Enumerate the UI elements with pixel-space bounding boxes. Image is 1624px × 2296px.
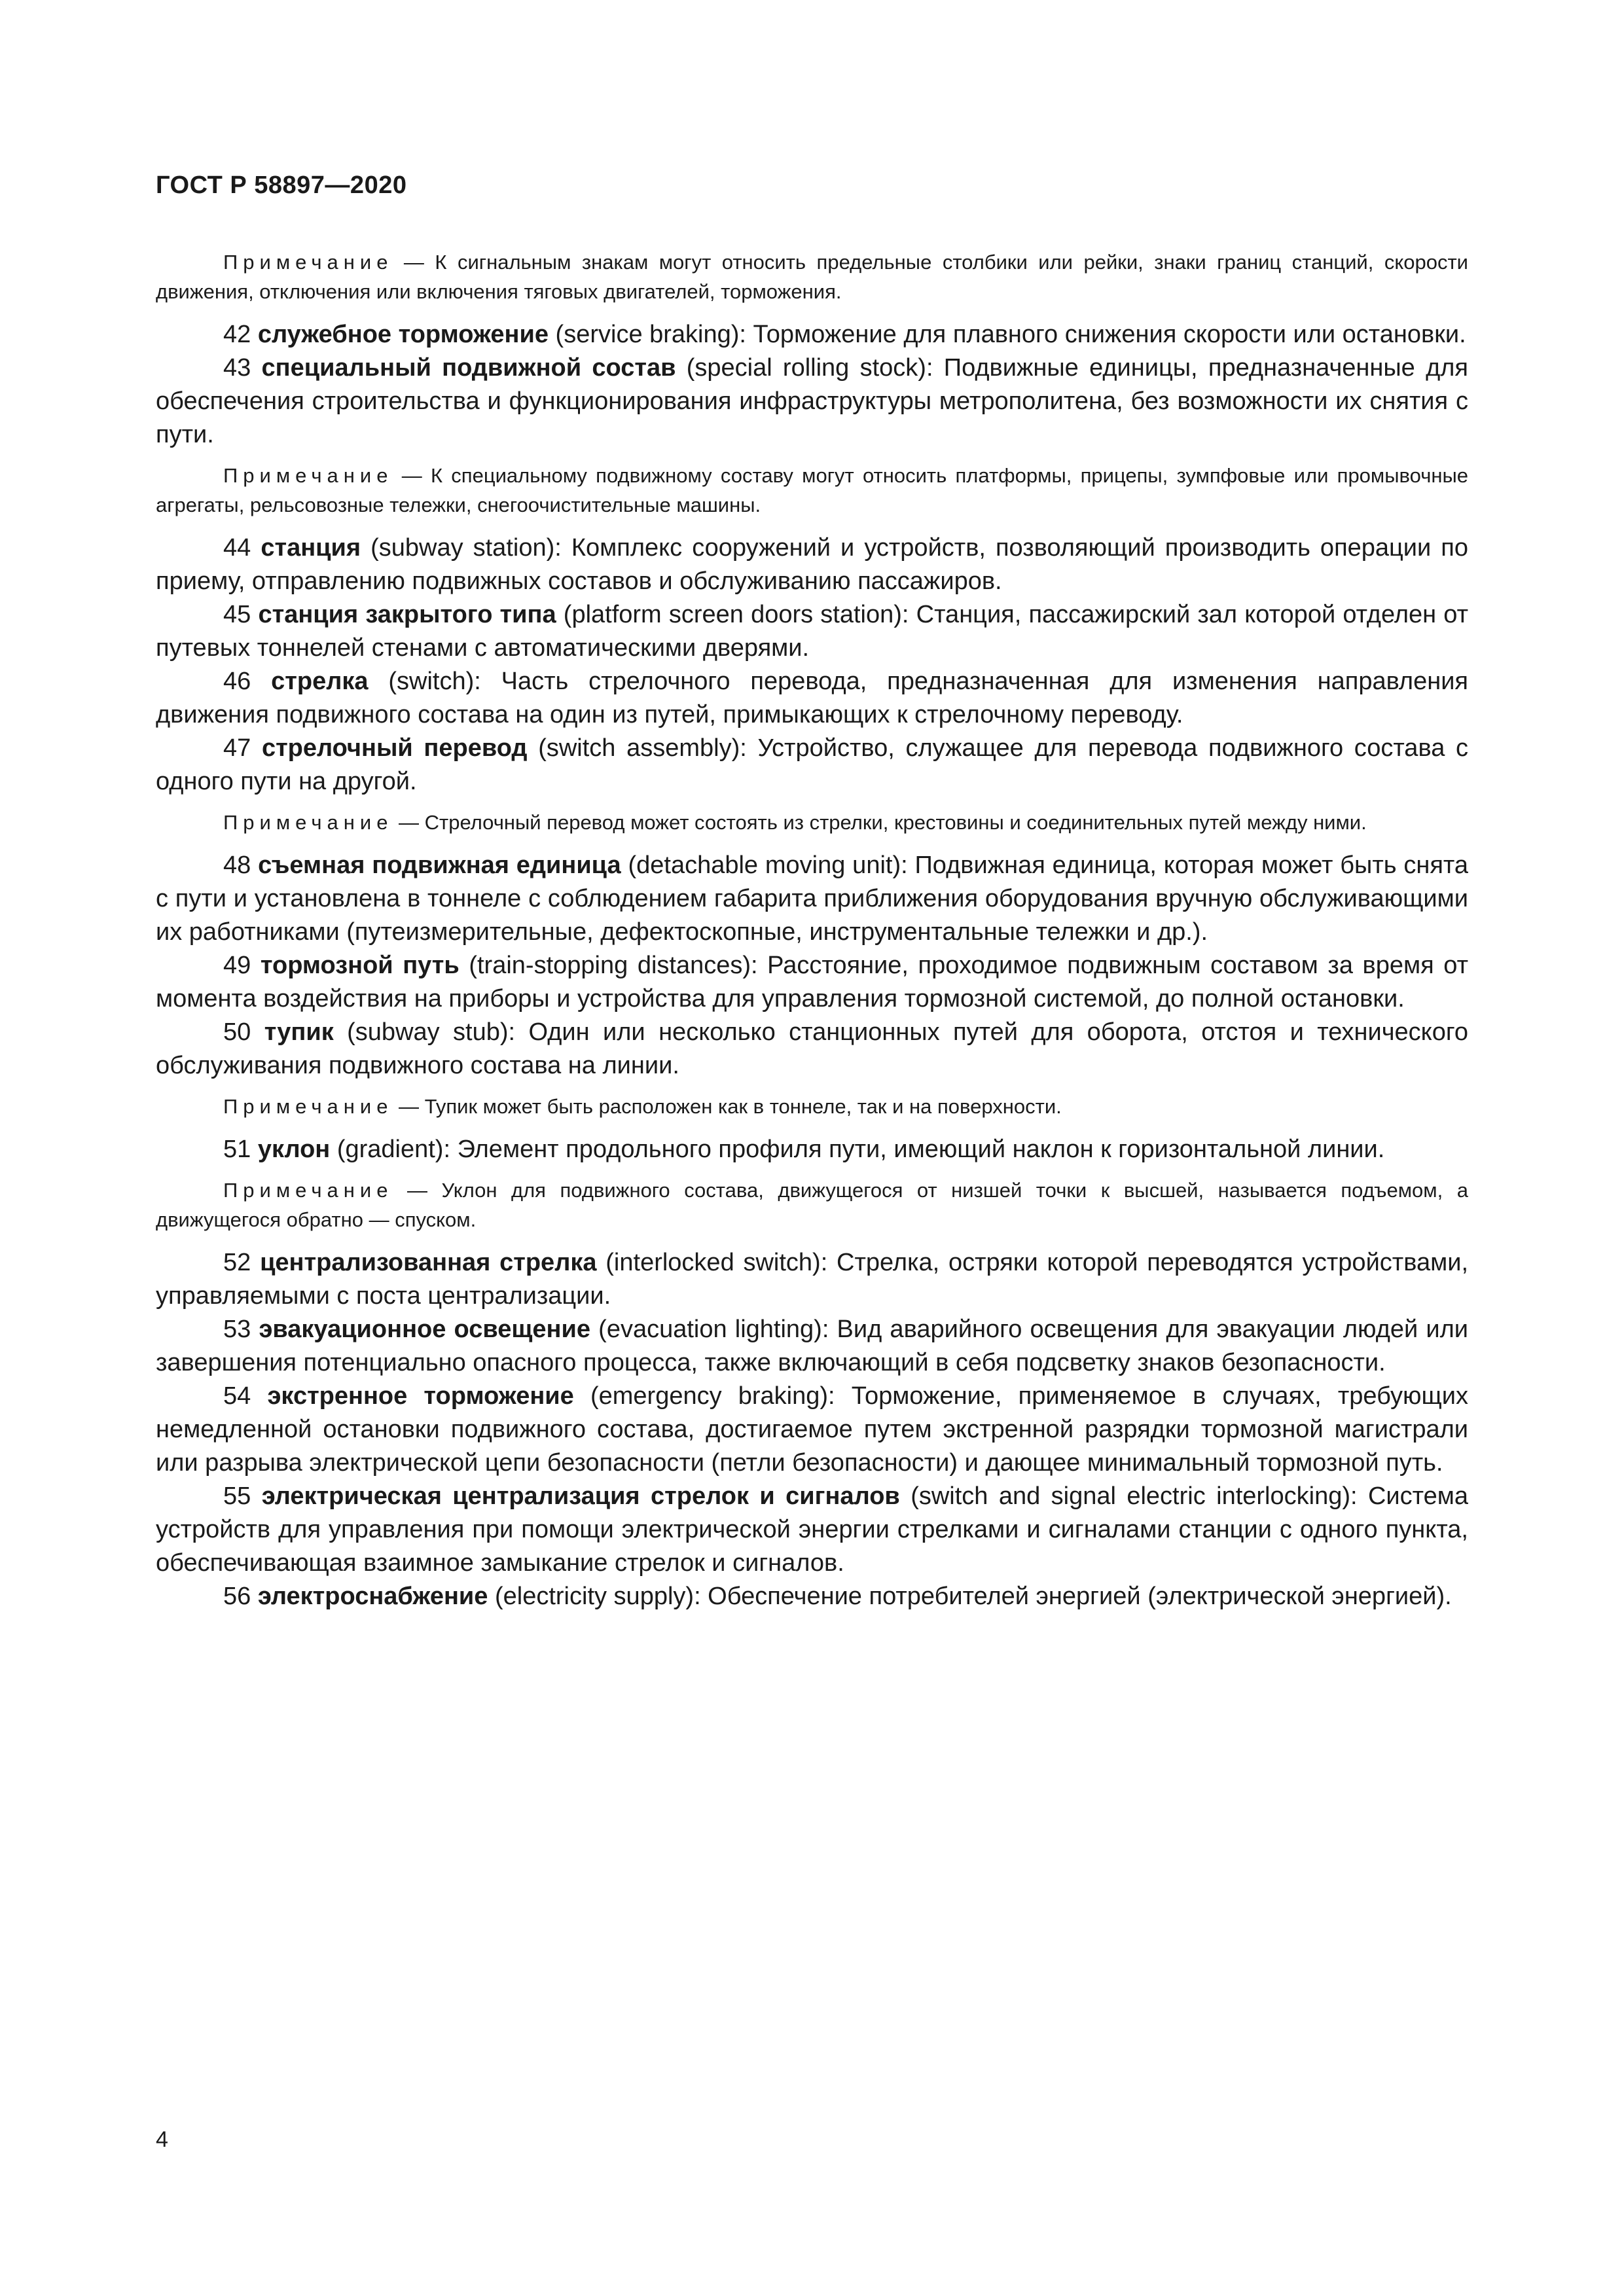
- term-name: централизованная стрелка: [260, 1249, 597, 1276]
- term-definition: : Торможение для плавного снижения скорости или остановки.: [739, 321, 1466, 348]
- term-number: 44: [223, 534, 251, 562]
- term-number: 52: [223, 1249, 251, 1276]
- term-entry: [156, 949, 1468, 1016]
- term-definition: : Стрелка, остряки которой переводятся устройствами, управляемыми с поста централизации.: [156, 1249, 1469, 1310]
- note-paragraph: [156, 461, 1468, 520]
- term-name: экстренное торможение: [267, 1382, 574, 1410]
- term-entry: [156, 318, 1468, 351]
- note-paragraph: [156, 247, 1468, 306]
- document-body: [156, 247, 1468, 1613]
- term-english: (subway station): [361, 534, 555, 562]
- term-number: 56: [223, 1583, 251, 1610]
- term-entry: [156, 1016, 1468, 1083]
- term-number: 53: [223, 1316, 251, 1343]
- term-english: (emergency braking): [573, 1382, 829, 1410]
- term-entry: [156, 1133, 1468, 1166]
- term-number: 50: [223, 1018, 251, 1046]
- term-name: станция закрытого типа: [258, 601, 556, 628]
- note-text: — Тупик может быть расположен как в тоннеле, так и на поверхности.: [393, 1095, 1062, 1118]
- term-number: 54: [223, 1382, 251, 1410]
- page-number: 4: [156, 2127, 168, 2152]
- term-english: (interlocked switch): [596, 1249, 821, 1276]
- term-entry: [156, 1246, 1468, 1313]
- term-entry: [156, 351, 1468, 452]
- term-number: 55: [223, 1482, 251, 1510]
- note-paragraph: [156, 808, 1468, 837]
- term-entry: [156, 1380, 1468, 1480]
- term-entry: [156, 732, 1468, 798]
- term-number: 47: [223, 734, 251, 762]
- term-definition: : Элемент продольного профиля пути, имеющий наклон к горизонтальной линии.: [443, 1136, 1385, 1163]
- note-label: Примечание: [223, 1179, 393, 1202]
- term-english: (detachable moving unit): [621, 852, 901, 879]
- term-number: 46: [223, 668, 251, 695]
- term-name: станция: [261, 534, 361, 562]
- note-text: — Стрелочный перевод может состоять из стрелки, крестовины и соединительных путей между ними.: [393, 811, 1367, 834]
- term-definition: : Часть стрелочного перевода, предназначенная для изменения направления движения подвижного состава на один из путей, примыкающих к стрелочному переводу.: [156, 668, 1468, 728]
- term-entry: [156, 1580, 1468, 1613]
- term-definition: : Расстояние, проходимое подвижным составом за время от момента воздействия на приборы и устройства для управления тормозной системой, до полной остановки.: [156, 952, 1468, 1013]
- term-english: (train-stopping distances): [459, 952, 751, 979]
- term-number: 49: [223, 952, 251, 979]
- term-name: стрелка: [271, 668, 369, 695]
- term-english: (switch): [368, 668, 475, 695]
- note-text: — К сигнальным знакам могут относить предельные столбики или рейки, знаки границ станций, скорости движения, отключения или включения тяговых двигателей, торможения.: [156, 251, 1468, 303]
- term-english: (evacuation lighting): [590, 1316, 822, 1343]
- term-name: стрелочный перевод: [261, 734, 528, 762]
- term-name: эвакуационное освещение: [259, 1316, 591, 1343]
- term-english: (subway stub): [333, 1018, 509, 1046]
- term-number: 51: [223, 1136, 251, 1163]
- note-label: Примечание: [223, 464, 393, 487]
- term-definition: : Один или несколько станционных путей для оборота, отстоя и технического обслуживания подвижного состава на линии.: [156, 1018, 1469, 1079]
- note-label: Примечание: [223, 251, 393, 274]
- term-definition: : Комплекс сооружений и устройств, позволяющий производить операции по приему, отправлению подвижных составов и обслуживанию пассажиров.: [156, 534, 1469, 595]
- note-label: Примечание: [223, 1095, 393, 1118]
- term-definition: : Станция, пассажирский зал которой отделен от путевых тоннелей стенами с автоматическими дверями.: [156, 601, 1468, 662]
- term-definition: : Вид аварийного освещения для эвакуации людей или завершения потенциально опасного процесса, также включающий в себя подсветку знаков безопасности.: [156, 1316, 1469, 1376]
- term-name: тормозной путь: [260, 952, 460, 979]
- term-name: служебное торможение: [257, 321, 549, 348]
- term-name: тупик: [264, 1018, 334, 1046]
- term-definition: : Обеспечение потребителей энергией (электрической энергией).: [694, 1583, 1452, 1610]
- document-header: ГОСТ Р 58897—2020: [156, 171, 407, 199]
- term-entry: [156, 665, 1468, 732]
- note-text: — Уклон для подвижного состава, движущегося от низшей точки к высшей, называется подъемом, а движущегося обратно — спуском.: [156, 1179, 1468, 1231]
- term-name: уклон: [257, 1136, 331, 1163]
- term-english: (service braking): [549, 321, 740, 348]
- term-definition: : Торможение, применяемое в случаях, требующих немедленной остановки подвижного состава, достигаемое путем экстренной разрядки тормозной магистрали или разрыва электрической цепи безопасности (петли безопасности) и дающее минимальный тормозной путь.: [156, 1382, 1468, 1477]
- term-name: электроснабжение: [257, 1583, 488, 1610]
- term-entry: [156, 1313, 1468, 1380]
- term-entry: [156, 598, 1468, 665]
- term-english: (electricity supply): [488, 1583, 695, 1610]
- term-name: съемная подвижная единица: [258, 852, 621, 879]
- term-english: (switch assembly): [527, 734, 740, 762]
- term-definition: : Подвижная единица, которая может быть снята с пути и установлена в тоннеле с соблюдением габарита приближения оборудования вручную обслуживающими их работниками (путеизмерительные, дефектоскопные, инструментальные тележки и др.).: [156, 852, 1469, 946]
- term-name: специальный подвижной состав: [261, 354, 676, 382]
- term-number: 45: [223, 601, 251, 628]
- term-entry: [156, 531, 1468, 598]
- note-text: — К специальному подвижному составу могут относить платформы, прицепы, зумпфовые или промывочные агрегаты, рельсовозные тележки, снегоочистительные машины.: [156, 464, 1468, 516]
- term-english: (special rolling stock): [676, 354, 926, 382]
- note-label: Примечание: [223, 811, 393, 834]
- term-number: 42: [223, 321, 251, 348]
- note-paragraph: [156, 1092, 1468, 1121]
- note-paragraph: [156, 1175, 1468, 1234]
- term-name: электрическая централизация стрелок и сигналов: [261, 1482, 900, 1510]
- term-entry: [156, 1480, 1468, 1580]
- term-number: 43: [223, 354, 251, 382]
- term-definition: : Система устройств для управления при помощи электрической энергии стрелками и сигналами станции с одного пункта, обеспечивающая взаимное замыкание стрелок и сигналов.: [156, 1482, 1469, 1577]
- term-definition: : Устройство, служащее для перевода подвижного состава с одного пути на другой.: [156, 734, 1468, 795]
- term-entry: [156, 849, 1468, 949]
- term-english: (switch and signal electric interlocking): [899, 1482, 1350, 1510]
- term-definition: : Подвижные единицы, предназначенные для обеспечения строительства и функционирования инфраструктуры метрополитена, без возможности их снятия с пути.: [156, 354, 1468, 448]
- term-english: (gradient): [330, 1136, 444, 1163]
- term-number: 48: [223, 852, 251, 879]
- term-english: (platform screen doors station): [556, 601, 902, 628]
